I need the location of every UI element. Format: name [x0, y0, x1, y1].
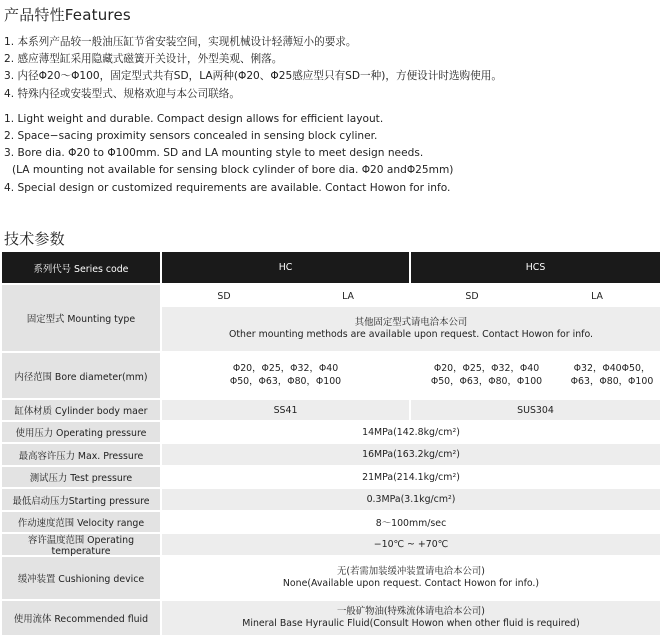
bore-hcs-sd-line1: Φ20，Φ25，Φ32，Φ40	[433, 363, 540, 374]
bore-hcs-sd-line2: Φ50，Φ63，Φ80，Φ100	[430, 375, 543, 387]
fluid-line1: 一般矿物油(特殊流体请电洽本公司)	[337, 605, 485, 617]
test-pressure-label: 测试压力 Test pressure	[2, 467, 162, 487]
test-pressure-value: 21MPa(214.1kg/cm²)	[162, 467, 660, 487]
table-header-row	[2, 252, 660, 283]
bore-label: 内径范围 Bore diameter(mm)	[2, 353, 162, 398]
series-hc: HC	[162, 252, 409, 283]
mounting-row	[2, 285, 660, 351]
mounting-hc-sd: SD	[217, 290, 231, 302]
features-title: 产品特性Features	[4, 6, 131, 24]
feature-cn-4: 4. 特殊内径或安装型式、规格欢迎与本公司联络。	[4, 87, 240, 100]
material-hc: SS41	[162, 400, 409, 420]
material-row	[2, 400, 660, 420]
operating-value: 14MPa(142.8kg/cm²)	[162, 422, 660, 442]
feature-cn-1: 1. 本系列产品较一般油压缸节省安装空间，实现机械设计轻薄短小的要求。	[4, 36, 357, 48]
starting-pressure-value: 0.3MPa(3.1kg/cm²)	[162, 489, 660, 510]
bore-row	[2, 353, 660, 398]
fluid-row	[2, 601, 660, 635]
fluid-label: 使用流体 Recommended fluid	[2, 601, 162, 635]
material-label: 缸体材质 Cylinder body maer	[2, 400, 162, 420]
feature-en-3-note: (LA mounting not available for sensing block cylinder of bore dia. Φ20 andΦ25mm)	[12, 164, 454, 177]
max-pressure-label: 最高容许压力 Max. Pressure	[2, 444, 162, 465]
bore-hc	[162, 353, 409, 398]
cushion-label: 缓冲装置 Cushioning device	[2, 557, 162, 599]
mounting-hc-la: LA	[342, 290, 354, 302]
series-code-label: 系列代号 Series code	[2, 252, 162, 283]
mounting-note-cn: 其他固定型式请电洽本公司	[354, 316, 468, 328]
bore-hc-line2: Φ50，Φ63，Φ80，Φ100	[229, 375, 342, 387]
operating-label: 使用压力 Operating pressure	[2, 422, 162, 442]
specs-title: 技术参数	[4, 230, 65, 248]
velocity-label: 作动速度范围 Velocity range	[2, 512, 162, 532]
cushion-line2: None(Available upon request. Contact Howon for info.)	[282, 578, 540, 589]
max-pressure-value: 16MPa(163.2kg/cm²)	[162, 444, 660, 465]
starting-pressure-row	[2, 489, 660, 510]
mounting-hcs-sd: SD	[465, 290, 479, 302]
temperature-label: 容许温度范围 Operating temperature	[2, 534, 162, 555]
fluid-value	[162, 601, 660, 635]
operating-row	[2, 422, 660, 442]
features-list	[4, 34, 502, 197]
bore-hcs-sd	[409, 353, 564, 398]
max-pressure-row	[2, 444, 660, 465]
cushion-row	[2, 557, 660, 599]
mounting-note-en: Other mounting methods are available upon request. Contact Howon for info.	[229, 329, 593, 340]
feature-en-2: 2. Space−sacing proximity sensors concealed in sensing block cyliner.	[4, 130, 378, 143]
mounting-values	[162, 285, 660, 351]
feature-en-3: 3. Bore dia. Φ20 to Φ100mm. SD and LA mounting style to meet design needs.	[4, 147, 424, 160]
temperature-row	[2, 534, 660, 555]
mounting-label: 固定型式 Mounting type	[2, 285, 162, 351]
bore-hcs-la-line2: Φ63，Φ80，Φ100	[570, 375, 654, 387]
mounting-hcs-la: LA	[591, 290, 603, 302]
cushion-value	[162, 557, 660, 599]
velocity-row	[2, 512, 660, 532]
feature-cn-2: 2. 感应薄型缸采用隐藏式磁簧开关设计，外型美观、俐落。	[4, 53, 283, 66]
cushion-line1: 无(若需加装缓冲装置请电洽本公司)	[337, 565, 485, 577]
feature-cn-3: 3. 内径Φ20～Φ100，固定型式共有SD，LA两种(Φ20、Φ25感应型只有SD一种)，方便设计时选购使用。	[4, 70, 502, 83]
material-hcs: SUS304	[409, 400, 660, 420]
starting-pressure-label: 最低启动压力Starting pressure	[2, 489, 162, 510]
temperature-value: −10℃ ~ +70℃	[162, 534, 660, 555]
bore-hcs-la-line1: Φ32，Φ40Φ50，	[573, 363, 651, 374]
velocity-value: 8～100mm/sec	[162, 512, 660, 532]
feature-en-1: 1. Light weight and durable. Compact design allows for efficient layout.	[4, 112, 384, 125]
bore-hcs-la	[564, 353, 660, 398]
series-hcs: HCS	[409, 252, 660, 283]
feature-en-4: 4. Special design or customized requirements are available. Contact Howon for info.	[4, 181, 451, 194]
fluid-line2: Mineral Base Hyraulic Fluid(Consult Howon when other fluid is required)	[242, 618, 580, 629]
mounting-note	[162, 307, 660, 351]
bore-hc-line1: Φ20，Φ25，Φ32，Φ40	[232, 363, 339, 374]
test-pressure-row	[2, 467, 660, 487]
